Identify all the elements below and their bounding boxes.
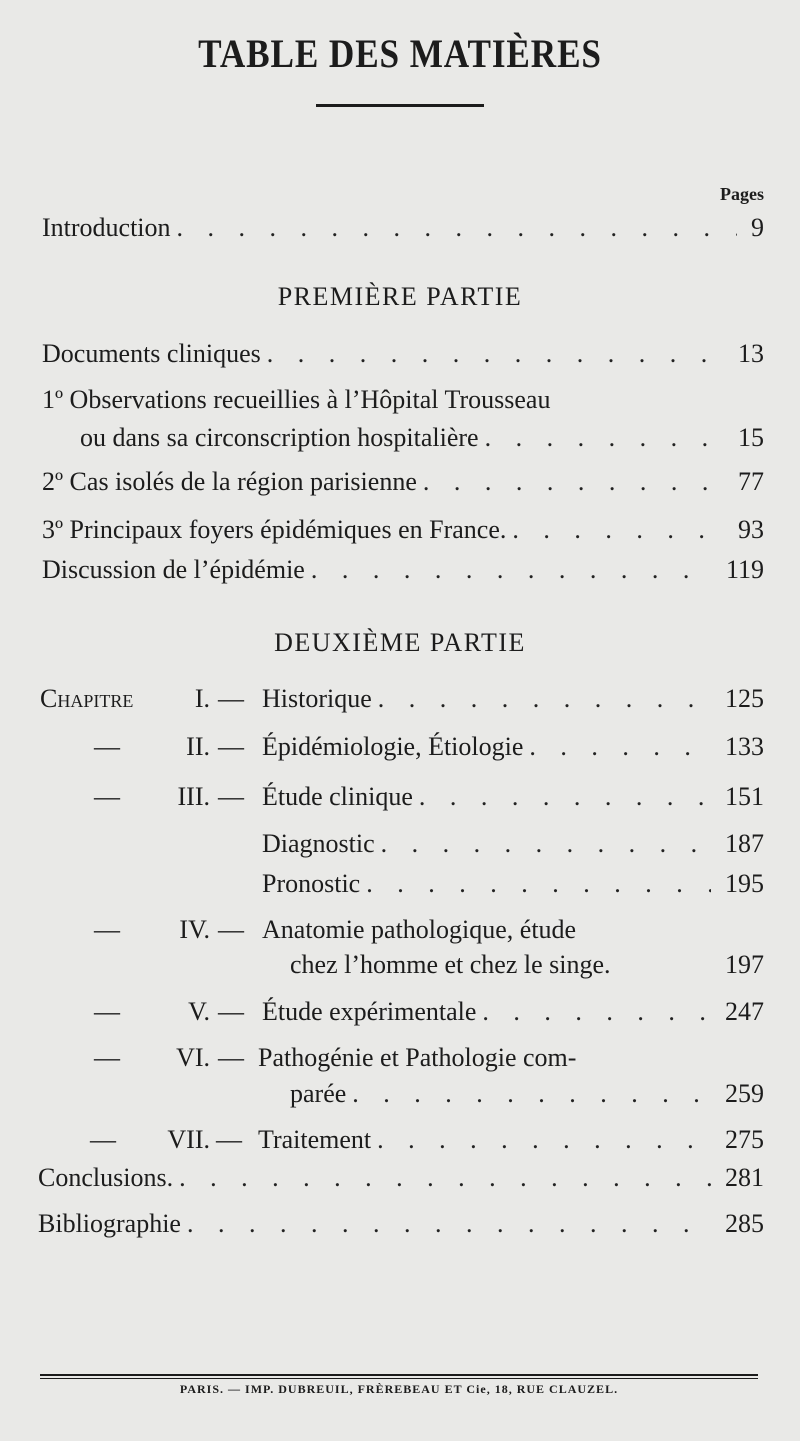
toc-page: 275 <box>725 1125 764 1154</box>
toc-label: Introduction <box>42 213 171 242</box>
dot-leader <box>261 338 724 370</box>
toc-page: 15 <box>738 423 764 452</box>
toc-label: Étude clinique <box>262 782 413 811</box>
footer-rule-thin <box>40 1378 758 1379</box>
toc-entry-documents <box>42 338 764 370</box>
toc-page: 133 <box>725 732 764 761</box>
dot-leader <box>413 781 711 813</box>
pages-header: Pages <box>720 184 764 204</box>
toc-page: 93 <box>738 515 764 544</box>
toc-label: Bibliographie <box>38 1209 181 1238</box>
part-heading-2: DEUXIÈME PARTIE <box>274 628 526 657</box>
toc-page: 285 <box>725 1209 764 1238</box>
em-dash: — <box>218 915 244 944</box>
dot-leader <box>346 1078 711 1110</box>
dot-leader <box>171 212 737 244</box>
dot-leader <box>476 996 711 1028</box>
footer-rule <box>40 1374 758 1376</box>
toc-label: Historique <box>262 684 372 713</box>
toc-page: 13 <box>738 339 764 368</box>
toc-entry-discussion <box>42 554 764 586</box>
toc-page: 195 <box>725 869 764 898</box>
toc-entry-chapter-6-line2 <box>290 1078 764 1110</box>
chapter-numeral: V. <box>188 997 210 1026</box>
toc-entry-chapter-6-line1: Pathogénie et Pathologie com- <box>258 1043 577 1072</box>
toc-entry-chapter-2 <box>262 731 764 763</box>
toc-entry-conclusions <box>38 1162 764 1194</box>
toc-label: Documents cliniques <box>42 339 261 368</box>
dot-leader <box>360 868 711 900</box>
toc-page: 281 <box>725 1163 764 1192</box>
em-dash: — <box>218 782 244 811</box>
chapter-numeral: III. <box>177 782 210 811</box>
toc-entry-chapter-1 <box>262 683 764 715</box>
em-dash: — <box>94 782 120 811</box>
toc-entry-foyers <box>42 514 764 546</box>
em-dash: — <box>218 684 244 713</box>
printer-imprint: PARIS. — IMP. DUBREUIL, FRÈREBEAU ET Cie, 18, RUE CLAUZEL. <box>179 1382 619 1396</box>
toc-label: Traitement <box>258 1125 372 1154</box>
toc-page: 151 <box>725 782 764 811</box>
toc-page: 247 <box>725 997 764 1026</box>
em-dash: — <box>94 1043 120 1072</box>
chapter-numeral: VII. <box>167 1125 210 1154</box>
em-dash: — <box>216 1125 242 1154</box>
dot-leader <box>371 1124 711 1156</box>
em-dash: — <box>218 732 244 761</box>
toc-entry-pronostic <box>262 868 764 900</box>
chapter-numeral: IV. <box>179 915 210 944</box>
em-dash: — <box>218 997 244 1026</box>
em-dash: — <box>94 997 120 1026</box>
em-dash: — <box>90 1125 116 1154</box>
toc-entry-observations-line2 <box>80 422 764 454</box>
dot-leader <box>372 683 711 715</box>
toc-page: 9 <box>751 213 764 242</box>
chapitre-label: Chapitre <box>40 684 134 713</box>
em-dash: — <box>94 915 120 944</box>
toc-label: Discussion de l’épidémie <box>42 555 305 584</box>
toc-label: ou dans sa circonscription hospitalière <box>80 423 479 452</box>
toc-entry-bibliographie <box>38 1208 764 1240</box>
toc-entry-chapter-4-line2: chez l’homme et chez le singe. <box>290 950 611 979</box>
toc-entry-chapter-7 <box>258 1124 764 1156</box>
page-title: TABLE DES MATIÈRES <box>198 31 602 76</box>
toc-label: Étude expérimentale <box>262 997 477 1026</box>
chapter-numeral: II. <box>186 732 210 761</box>
toc-page: 259 <box>725 1079 764 1108</box>
toc-page: 187 <box>725 829 764 858</box>
em-dash: — <box>218 1043 244 1072</box>
dot-leader <box>523 731 711 763</box>
dot-leader <box>417 466 724 498</box>
toc-entry-chapter-5 <box>262 996 764 1028</box>
title-rule <box>316 104 484 107</box>
toc-label: parée <box>290 1079 347 1108</box>
toc-label: Diagnostic <box>262 829 375 858</box>
em-dash: — <box>94 732 120 761</box>
toc-label: Pronostic <box>262 869 361 898</box>
dot-leader <box>173 1162 711 1194</box>
toc-entry-introduction <box>42 212 764 244</box>
toc-page: 125 <box>725 684 764 713</box>
toc-label: 2º Cas isolés de la région parisienne <box>42 467 417 496</box>
part-heading-1: PREMIÈRE PARTIE <box>277 282 523 311</box>
dot-leader <box>305 554 712 586</box>
toc-label: 3º Principaux foyers épidémiques en France. <box>42 515 507 544</box>
toc-entry-observations-line1: 1º Observations recueillies à l’Hôpital Trousseau <box>42 385 551 414</box>
toc-page: 77 <box>738 467 764 496</box>
toc-label: Épidémiologie, Étiologie <box>262 732 524 761</box>
toc-page: 197 <box>725 950 764 979</box>
toc-entry-chapter-4-line1: Anatomie pathologique, étude <box>262 915 577 944</box>
toc-entry-diagnostic <box>262 828 764 860</box>
chapter-numeral: VI. <box>176 1043 210 1072</box>
dot-leader <box>479 422 724 454</box>
toc-label: Conclusions. <box>38 1163 174 1192</box>
toc-page: 119 <box>725 555 764 584</box>
dot-leader <box>181 1208 711 1240</box>
dot-leader <box>506 514 724 546</box>
toc-entry-cas-isoles <box>42 466 764 498</box>
dot-leader <box>375 828 711 860</box>
chapter-numeral: I. <box>194 684 210 713</box>
toc-entry-chapter-3 <box>262 781 764 813</box>
